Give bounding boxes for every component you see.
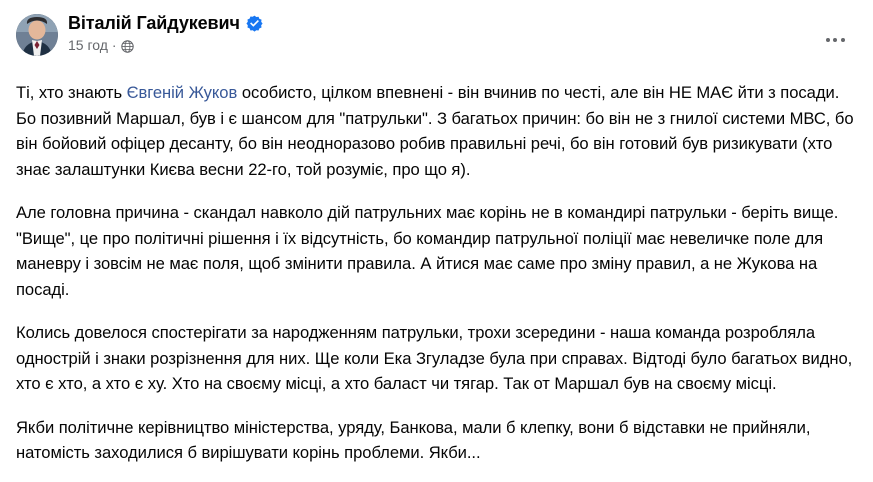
author-row	[68, 13, 263, 33]
paragraph-1-text-after: особисто, цілком впевнені - він вчинив по честі, але він НЕ МАЄ йти з посади. Бо позивний Маршал, був і є шансом для "патрульки". З багатьох причин: бо він не з гнилої системи МВС, бо він бойовий офіцер десанту, бо він неодноразово робив правильні речі, бо він готовий був ризикувати (хто знає залаштунки Києва весни 22-го, той розуміє, про що я).	[16, 83, 854, 179]
post-timestamp[interactable]: 15 год	[68, 37, 108, 53]
post-paragraph-1	[16, 80, 857, 182]
post-content	[16, 80, 857, 466]
post-header-text	[68, 12, 263, 53]
post-paragraph-3: Колись довелося спостерігати за народженням патрульки, трохи зсередини - наша команда розробляла однострій і знаки розрізнення для них. Ще коли Ека Згуладзе була при справах. Відтоді було багатьох видно, хто є хто, а хто є ху. Хто на своєму місці, а хто баласт чи тягар. Так от Маршал був на своєму місці.	[16, 323, 853, 393]
more-options-button[interactable]	[817, 22, 853, 58]
verified-badge-icon	[246, 15, 263, 32]
post-paragraph-4: Якби політичне керівництво міністерства, уряду, Банкова, мали б клепку, вони б відставки не прийняли, натомість заходилися б вирішувати корінь проблеми. Якби...	[16, 417, 811, 462]
meta-separator: ·	[111, 37, 117, 53]
mention-link[interactable]: Євгеній Жуков	[126, 83, 238, 102]
post-header	[16, 12, 857, 68]
post-meta	[68, 37, 263, 53]
post-paragraph-2: Але головна причина - скандал навколо дій патрульних має корінь не в командирі патрульки - беріть вище. "Вище", це про політичні рішення і їх відсутність, бо командир патрульної поліції має невеличке поле для маневру і зовсім не має поля, щоб змінити правила. А йтися має саме про зміну правил, а не Жукова на посаді.	[16, 203, 839, 299]
author-name[interactable]: Віталій Гайдукевич	[68, 13, 240, 33]
avatar[interactable]	[16, 14, 58, 56]
paragraph-1-text-before: Ті, хто знають	[16, 83, 127, 102]
ellipsis-icon	[826, 38, 845, 42]
globe-icon[interactable]	[121, 40, 134, 53]
